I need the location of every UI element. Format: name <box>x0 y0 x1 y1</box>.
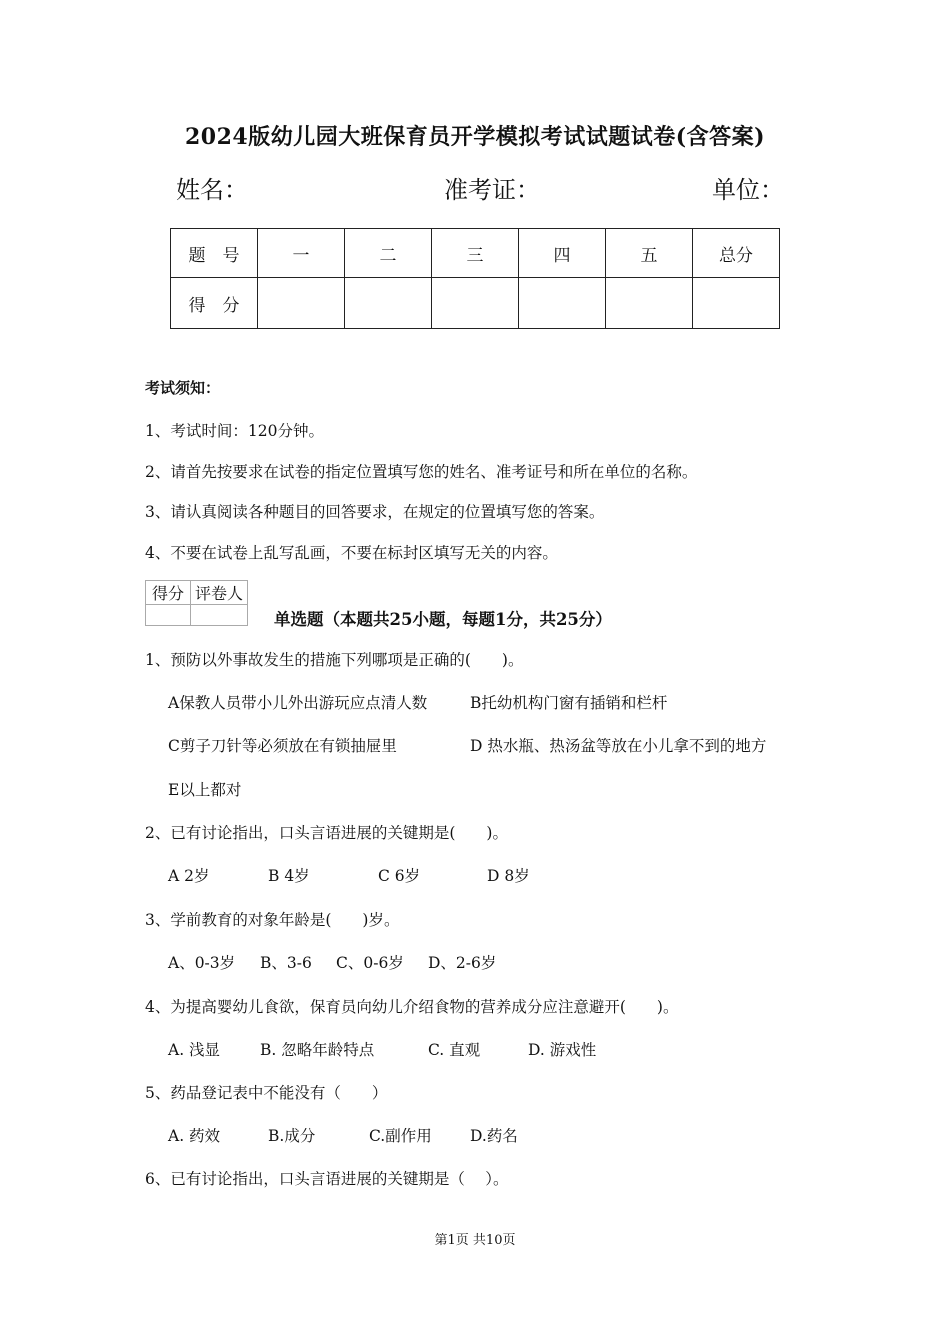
question-option: C.副作用 <box>369 1127 432 1145</box>
question-option: D.药名 <box>470 1127 518 1145</box>
score-table-score-row <box>171 278 780 329</box>
score-cell <box>693 278 780 329</box>
question-option: A. 浅显 <box>168 1041 221 1059</box>
name-field-label: 姓名： <box>176 176 248 204</box>
question-option: B、3-6 <box>260 954 312 972</box>
score-cell <box>432 278 519 329</box>
question-stem: 5、药品登记表中不能没有（ ） <box>145 1084 388 1102</box>
exam-number-field-label: 准考证： <box>444 176 540 204</box>
question-option: A. 药效 <box>168 1127 221 1145</box>
score-cell <box>258 278 345 329</box>
score-cell <box>519 278 606 329</box>
question-option: D 热水瓶、热汤盆等放在小儿拿不到的地方 <box>470 737 767 755</box>
grader-score-label: 得分 <box>146 581 191 605</box>
question-option: C 6岁 <box>378 867 421 885</box>
score-header-cell: 总分 <box>693 229 780 278</box>
question-option: B.成分 <box>268 1127 316 1145</box>
notice-heading: 考试须知： <box>145 379 221 397</box>
question-stem: 2、已有讨论指出，口头言语进展的关键期是( )。 <box>145 824 508 842</box>
score-header-cell: 三 <box>432 229 519 278</box>
grader-score-cell <box>146 605 191 626</box>
question-stem: 1、预防以外事故发生的措施下列哪项是正确的( )。 <box>145 651 524 669</box>
notice-item: 1、考试时间：120分钟。 <box>145 422 324 440</box>
notice-item: 4、不要在试卷上乱写乱画，不要在标封区填写无关的内容。 <box>145 544 558 562</box>
grader-reviewer-cell <box>191 605 248 626</box>
notice-item: 2、请首先按要求在试卷的指定位置填写您的姓名、准考证号和所在单位的名称。 <box>145 463 698 481</box>
question-stem: 4、为提高婴幼儿食欲，保育员向幼儿介绍食物的营养成分应注意避开( )。 <box>145 998 679 1016</box>
score-table <box>170 228 780 329</box>
question-option: B托幼机构门窗有插销和栏杆 <box>470 694 668 712</box>
score-header-cell: 二 <box>345 229 432 278</box>
question-option: C. 直观 <box>428 1041 481 1059</box>
score-row-label: 得 分 <box>171 278 258 329</box>
question-stem: 6、已有讨论指出，口头言语进展的关键期是（ ）。 <box>145 1170 509 1188</box>
question-option: D 8岁 <box>487 867 530 885</box>
question-option: B. 忽略年龄特点 <box>260 1041 375 1059</box>
question-option: C剪子刀针等必须放在有锁抽屉里 <box>168 737 397 755</box>
grader-table <box>145 580 248 626</box>
question-option: A 2岁 <box>168 867 210 885</box>
question-option: D. 游戏性 <box>528 1041 597 1059</box>
question-option: B 4岁 <box>268 867 310 885</box>
page-footer: 第1页 共10页 <box>434 1233 516 1248</box>
score-cell <box>345 278 432 329</box>
unit-field-label: 单位： <box>712 176 784 204</box>
notice-item: 3、请认真阅读各种题目的回答要求，在规定的位置填写您的答案。 <box>145 503 605 521</box>
score-table-header-row <box>171 229 780 278</box>
score-header-cell: 五 <box>606 229 693 278</box>
exam-title: 2024版幼儿园大班保育员开学模拟考试试题试卷(含答案) <box>184 124 766 150</box>
score-header-cell: 四 <box>519 229 606 278</box>
question-option: A、0-3岁 <box>168 954 236 972</box>
score-cell <box>606 278 693 329</box>
question-option: D、2-6岁 <box>428 954 497 972</box>
score-header-cell: 题 号 <box>171 229 258 278</box>
question-option: E以上都对 <box>168 781 242 799</box>
score-header-cell: 一 <box>258 229 345 278</box>
question-option: A保教人员带小儿外出游玩应点清人数 <box>168 694 428 712</box>
grader-reviewer-label: 评卷人 <box>191 581 248 605</box>
question-stem: 3、学前教育的对象年龄是( )岁。 <box>145 911 400 929</box>
question-option: C、0-6岁 <box>336 954 404 972</box>
section-title: 单选题（本题共25小题，每题1分，共25分） <box>274 610 612 629</box>
